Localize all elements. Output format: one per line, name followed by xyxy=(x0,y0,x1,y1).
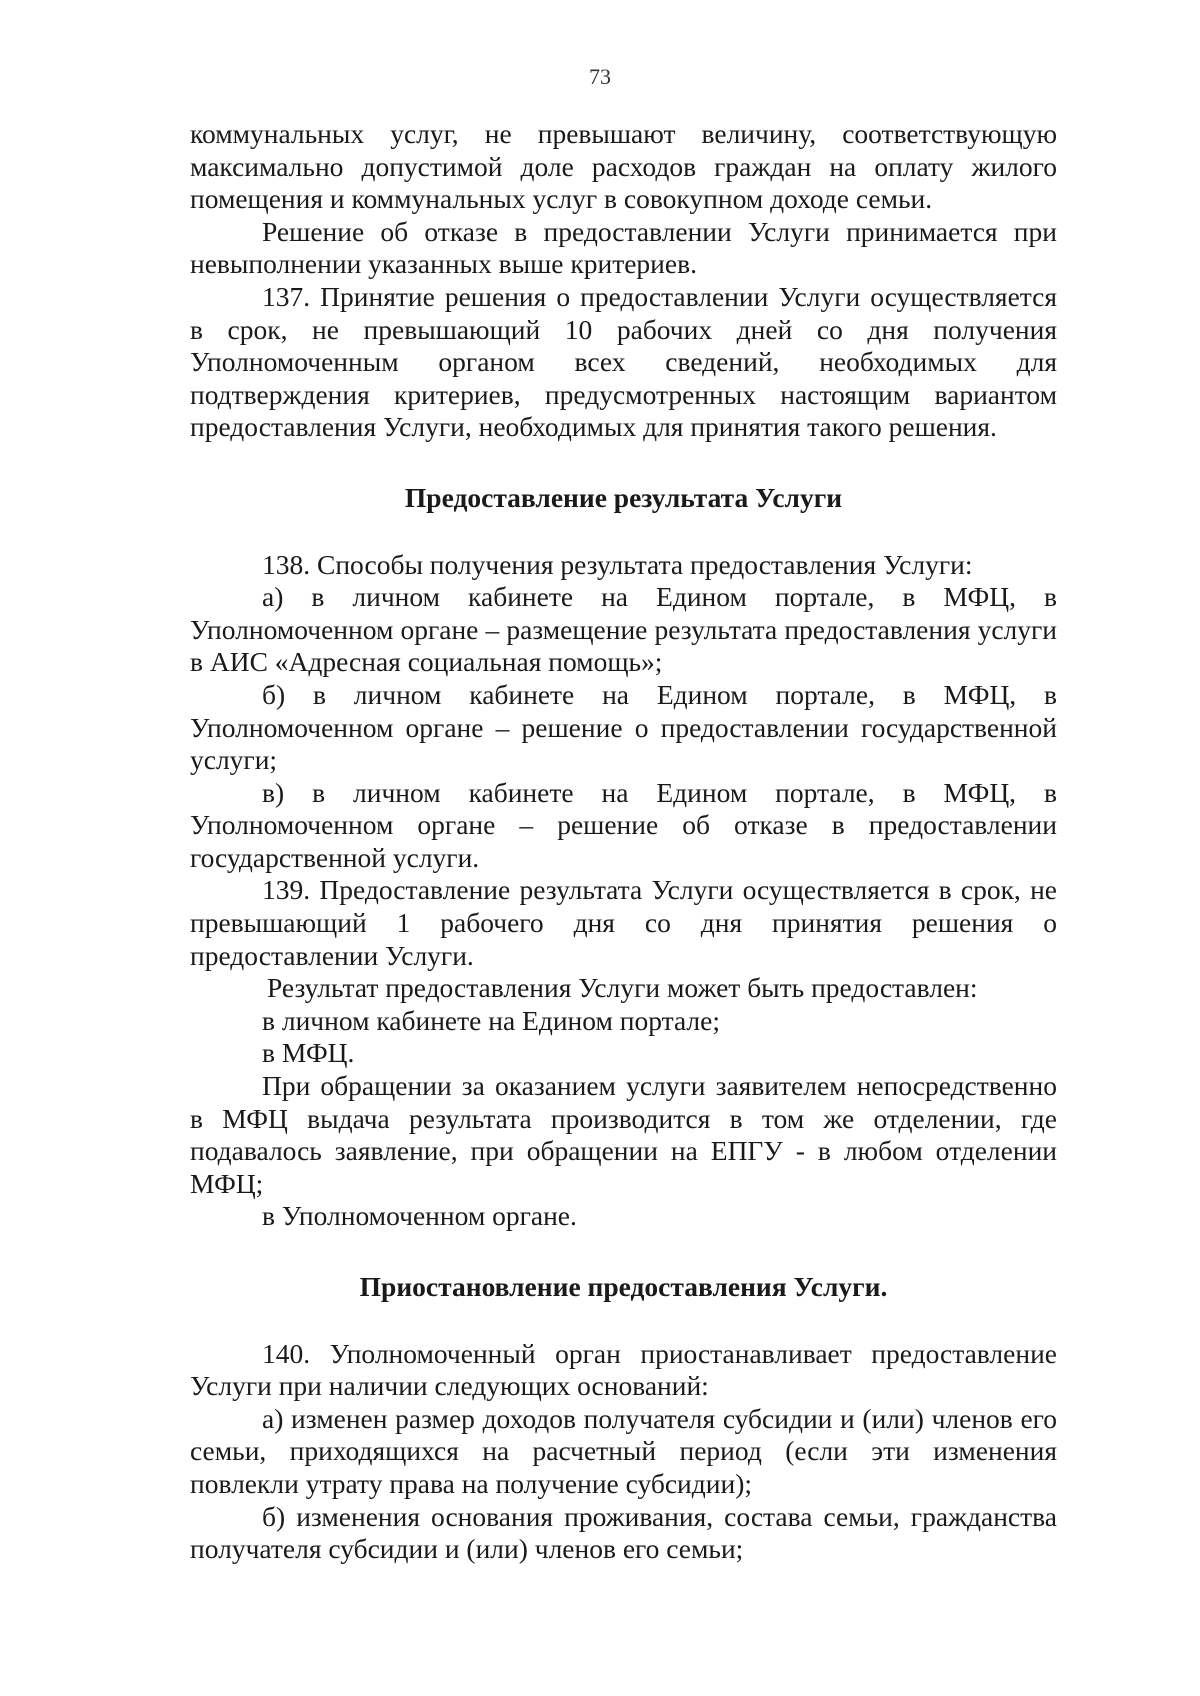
paragraph-140: 140. Уполномоченный орган приостанавливает предоставление Услуги при наличии следующих оснований: xyxy=(190,1337,1057,1402)
paragraph-140-a: а) изменен размер доходов получателя субсидии и (или) членов его семьи, приходящихся на расчетный период (если эти изменения повлекли утрату права на получение субсидии); xyxy=(190,1402,1057,1499)
paragraph-mfc-issuance: При обращении за оказанием услуги заявителем непосредственно в МФЦ выдача результата производится в том же отделении, где подавалось заявление, при обращении на ЕПГУ - в любом отделении МФЦ; xyxy=(190,1070,1057,1199)
paragraph-140-b: б) изменения основания проживания, состава семьи, гражданства получателя субсидии и (или) членов его семьи; xyxy=(190,1500,1057,1565)
section-heading-result: Предоставление результата Услуги xyxy=(404,481,843,513)
paragraph-139: 139. Предоставление результата Услуги осуществляется в срок, не превышающий 1 рабочего дня со дня принятия решения о предоставлении Услуги. xyxy=(190,874,1057,971)
line-personal-cabinet: в личном кабинете на Едином портале; xyxy=(262,1004,720,1036)
document-body xyxy=(190,118,1057,1566)
line-result-may-be-provided: Результат предоставления Услуги может быть предоставлен: xyxy=(267,972,978,1004)
line-authorized-body: в Уполномоченном органе. xyxy=(262,1200,577,1232)
paragraph-138-a: а) в личном кабинете на Едином портале, в МФЦ, в Уполномоченном органе – размещение результата предоставления услуги в АИС «Адресная социальная помощь»; xyxy=(190,581,1057,678)
paragraph-138: 138. Способы получения результата предоставления Услуги: xyxy=(262,548,973,580)
paragraph-138-v: в) в личном кабинете на Едином портале, в МФЦ, в Уполномоченном органе – решение об отказе в предоставлении государственной услуги. xyxy=(190,776,1057,873)
page-number: 73 xyxy=(589,64,611,89)
paragraph-refusal-decision: Решение об отказе в предоставлении Услуги принимается при невыполнении указанных выше критериев. xyxy=(190,215,1057,280)
section-heading-suspension: Приостановление предоставления Услуги. xyxy=(359,1271,888,1302)
paragraph-138-b: б) в личном кабинете на Едином портале, в МФЦ, в Уполномоченном органе – решение о предоставлении государственной услуги; xyxy=(190,678,1057,776)
paragraph-137: 137. Принятие решения о предоставлении Услуги осуществляется в срок, не превышающий 10 рабочих дней со дня получения Уполномоченным органом всех сведений, необходимых для подтверждения критериев, предусмотренных настоящим вариантом предоставления Услуги, необходимых для принятия такого решения. xyxy=(190,280,1057,443)
line-mfc: в МФЦ. xyxy=(262,1037,355,1069)
paragraph-utilities-limit: коммунальных услуг, не превышают величину, соответствующую максимально допустимой доле расходов граждан на оплату жилого помещения и коммунальных услуг в совокупном доходе семьи. xyxy=(190,118,1057,215)
